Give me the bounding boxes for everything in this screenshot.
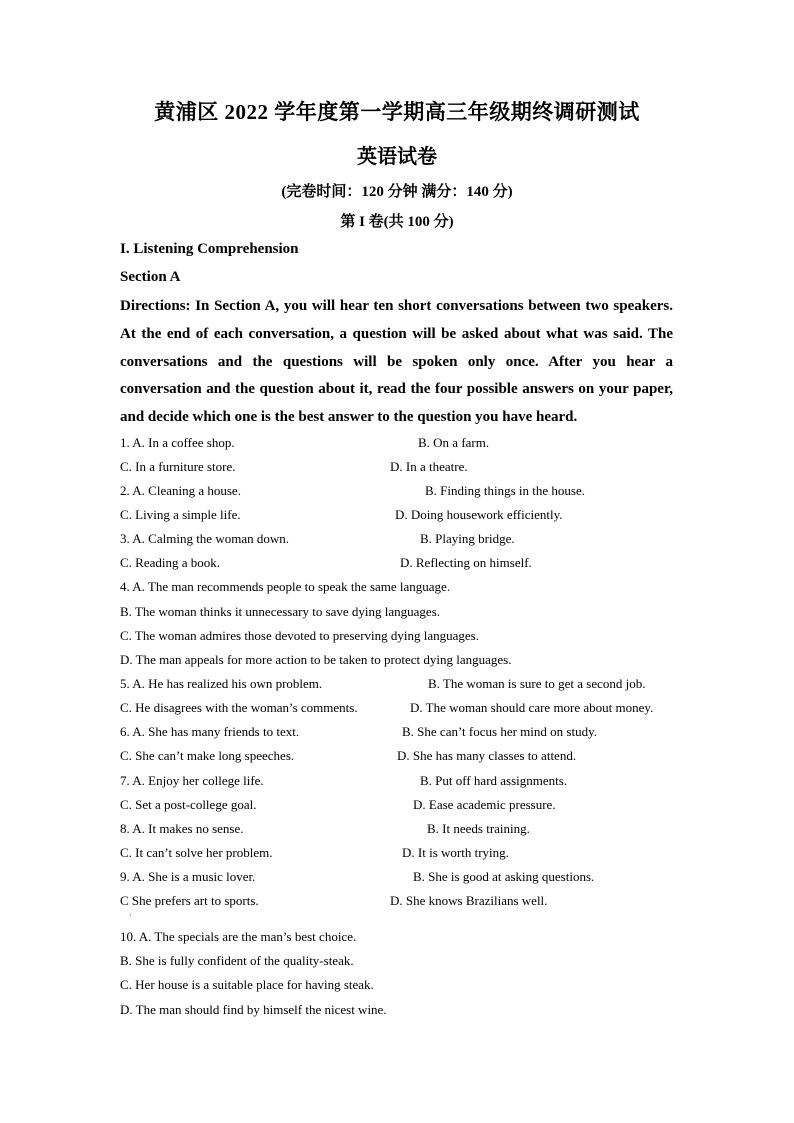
exam-main-title: 黄浦区 2022 学年度第一学期高三年级期终调研测试: [154, 100, 640, 124]
q10-option-c: C. Her house is a suitable place for having steak.: [120, 977, 374, 992]
exam-subtitle: 英语试卷: [357, 146, 437, 168]
q2-option-d: D. Doing housework efficiently.: [395, 507, 563, 522]
q10-option-b: B. She is fully confident of the quality-steak.: [120, 953, 354, 968]
q7-option-c: C. Set a post-college goal.: [120, 797, 257, 812]
q1-option-a: 1. A. In a coffee shop.: [120, 435, 235, 450]
q4-option-a: 4. A. The man recommends people to speak the same language.: [120, 579, 451, 594]
q8-option-d: D. It is worth trying.: [402, 845, 509, 860]
q2-option-c: C. Living a simple life.: [120, 507, 241, 522]
q8-option-a: 8. A. It makes no sense.: [120, 821, 244, 836]
q5-option-c: C. He disagrees with the woman’s comments.: [120, 700, 358, 715]
q5-option-d: D. The woman should care more about money.: [410, 700, 654, 715]
q3-option-c: C. Reading a book.: [120, 555, 221, 570]
directions-paragraph: Directions: In Section A, you will hear ten short conversations between two speakers. At the end of each conversation, a question will be asked about what was said. The conversations and the questions will be spoken only once. After you hear a conversation and the question about it, read the four possible answers on your paper, and decide which one is the best answer to the question you have heard.: [120, 298, 673, 426]
q3-option-b: B. Playing bridge.: [420, 531, 515, 546]
q7-option-a: 7. A. Enjoy her college life.: [120, 773, 264, 788]
exam-time-info: (完卷时间：120 分钟 满分：140 分): [281, 184, 513, 200]
q1-option-c: C. In a furniture store.: [120, 459, 236, 474]
q4-option-b: B. The woman thinks it unnecessary to save dying languages.: [120, 604, 441, 619]
q10-option-a: 10. A. The specials are the man’s best choice.: [120, 929, 357, 944]
section-heading: Section A: [120, 269, 181, 285]
q1-option-d: D. In a theatre.: [390, 459, 468, 474]
q6-option-a: 6. A. She has many friends to text.: [120, 724, 300, 739]
q7-option-d: D. Ease academic pressure.: [413, 797, 556, 812]
q9-option-a: 9. A. She is a music lover.: [120, 869, 256, 884]
q6-option-b: B. She can’t focus her mind on study.: [402, 724, 597, 739]
q8-option-b: B. It needs training.: [427, 821, 530, 836]
q6-option-c: C. She can’t make long speeches.: [120, 748, 295, 763]
q3-option-a: 3. A. Calming the woman down.: [120, 531, 289, 546]
q3-option-d: D. Reflecting on himself.: [400, 555, 532, 570]
q6-option-d: D. She has many classes to attend.: [397, 748, 577, 763]
q4-option-c: C. The woman admires those devoted to preserving dying languages.: [120, 628, 479, 643]
stray-dot-mark: ·: [129, 911, 132, 920]
q9-option-c: C She prefers art to sports.: [120, 893, 259, 908]
q1-option-b: B. On a farm.: [418, 435, 490, 450]
q2-option-b: B. Finding things in the house.: [425, 483, 585, 498]
q10-option-d: D. The man should find by himself the nicest wine.: [120, 1002, 387, 1017]
q9-option-d: D. She knows Brazilians well.: [390, 893, 548, 908]
q7-option-b: B. Put off hard assignments.: [420, 773, 568, 788]
q8-option-c: C. It can’t solve her problem.: [120, 845, 273, 860]
q5-option-a: 5. A. He has realized his own problem.: [120, 676, 323, 691]
q4-option-d: D. The man appeals for more action to be taken to protect dying languages.: [120, 652, 512, 667]
part-title: 第 I 卷(共 100 分): [340, 214, 454, 230]
q9-option-b: B. She is good at asking questions.: [413, 869, 595, 884]
listening-heading: I. Listening Comprehension: [120, 241, 299, 257]
q2-option-a: 2. A. Cleaning a house.: [120, 483, 241, 498]
q5-option-b: B. The woman is sure to get a second job.: [428, 676, 646, 691]
